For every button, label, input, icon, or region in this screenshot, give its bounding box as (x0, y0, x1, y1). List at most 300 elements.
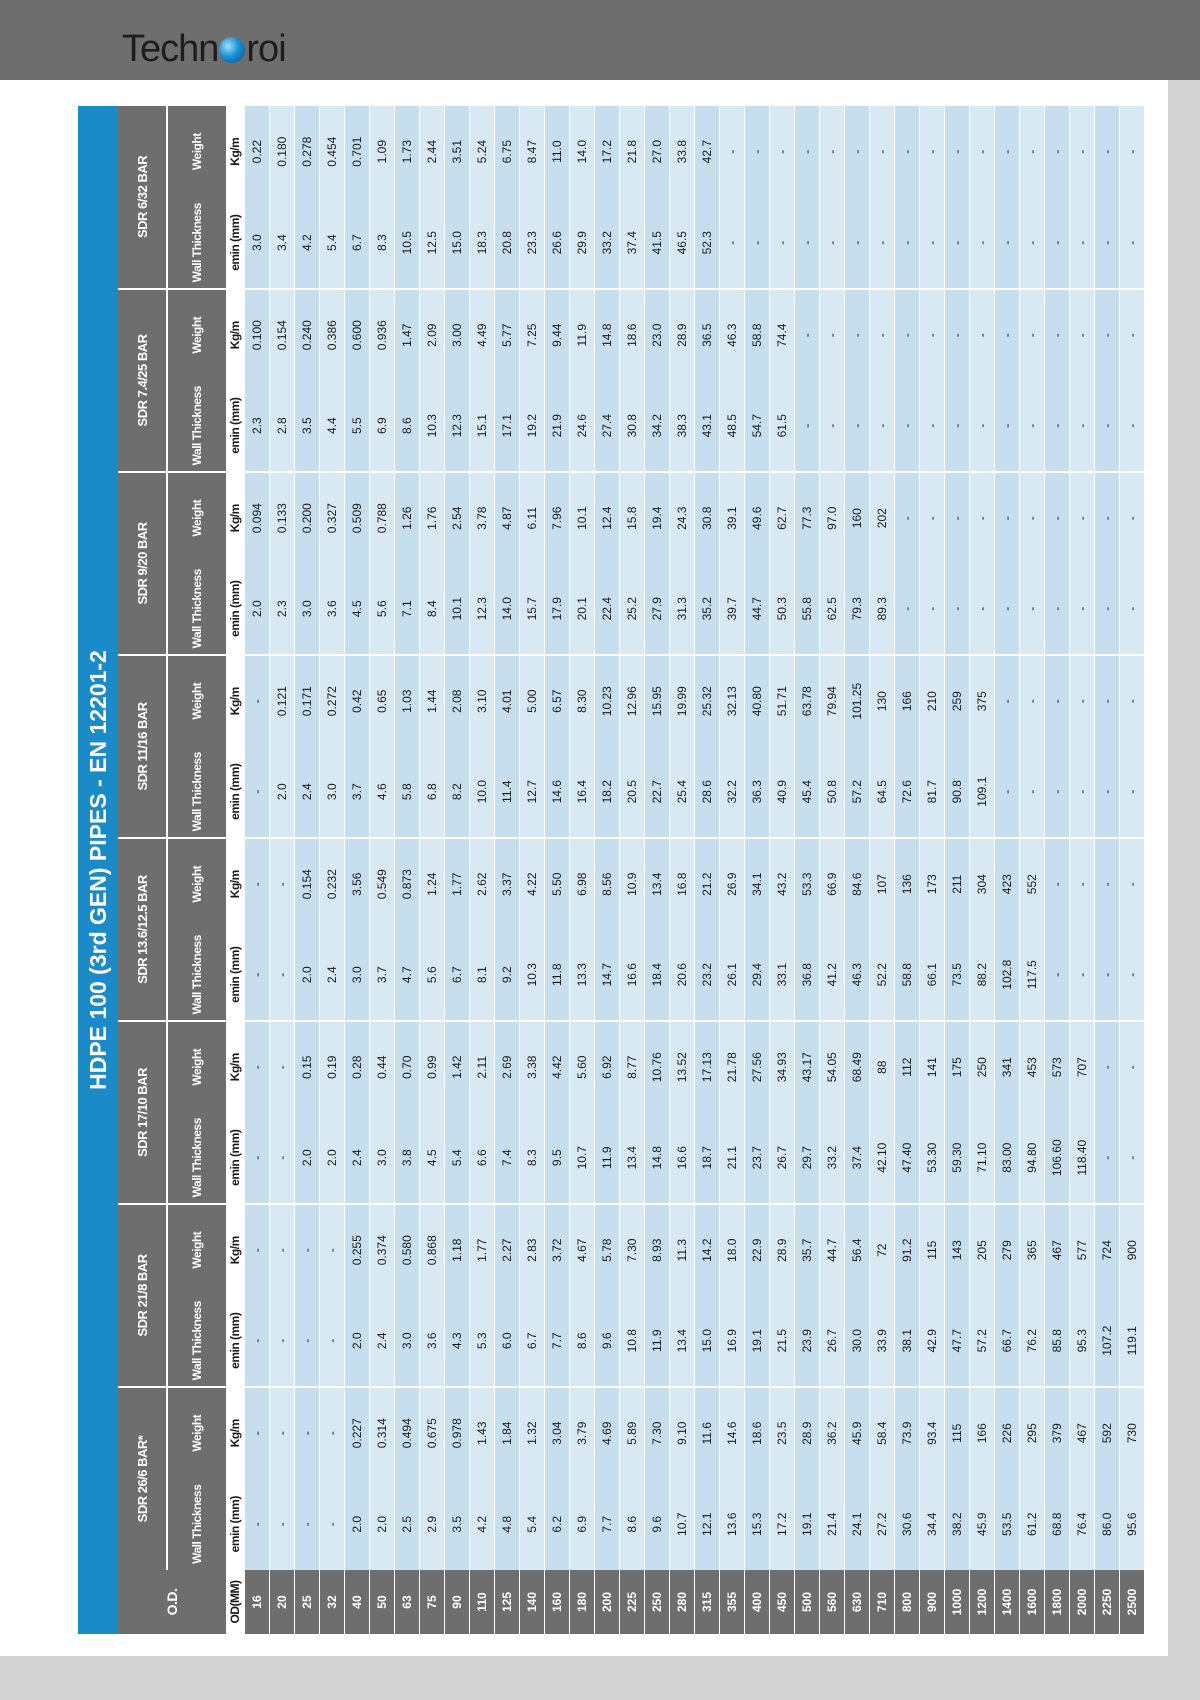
wall-thickness-cell: - (945, 563, 970, 655)
table-row (770, 106, 795, 1634)
wall-thickness-cell: 19.1 (795, 1479, 820, 1571)
weight-cell: 1.03 (395, 655, 420, 747)
weight-cell: - (920, 472, 945, 564)
weight-cell: 6.11 (520, 472, 545, 564)
wall-thickness-cell: - (1045, 929, 1070, 1021)
weight-cell: 10.1 (570, 472, 595, 564)
weight-cell: 0.549 (370, 838, 395, 930)
wall-thickness-cell: 76.2 (1020, 1295, 1045, 1387)
emin-unit-header: emin (mm) (226, 197, 245, 289)
weight-cell: 577 (1070, 1204, 1095, 1296)
table-row (570, 106, 595, 1634)
weight-cell: - (245, 1021, 270, 1113)
wall-thickness-cell: 3.0 (320, 746, 345, 838)
weight-cell: 0.327 (320, 472, 345, 564)
wall-thickness-cell: 2.0 (245, 563, 270, 655)
weight-cell: 112 (895, 1021, 920, 1113)
weight-cell: 0.386 (320, 289, 345, 381)
wall-thickness-cell: 57.2 (845, 746, 870, 838)
table-row (870, 106, 895, 1634)
wall-thickness-cell: 15.1 (470, 380, 495, 472)
sdr-group-header: SDR 6/32 BAR (118, 106, 167, 289)
weight-cell: - (1095, 106, 1120, 198)
wall-thickness-cell: 5.8 (395, 746, 420, 838)
weight-cell: 3.72 (545, 1204, 570, 1296)
weight-cell: 205 (970, 1204, 995, 1296)
wall-thickness-cell: 90.8 (945, 746, 970, 838)
weight-cell: 79.94 (820, 655, 845, 747)
wall-thickness-cell: 10.5 (395, 197, 420, 289)
emin-unit-header: emin (mm) (226, 1295, 245, 1387)
weight-cell: 1.42 (445, 1021, 470, 1113)
weight-cell: - (1045, 472, 1070, 564)
table-row (595, 106, 620, 1634)
weight-cell: 25.32 (695, 655, 720, 747)
wall-thickness-cell: 23.3 (520, 197, 545, 289)
wall-thickness-cell: 46.3 (845, 929, 870, 1021)
od-cell: 75 (420, 1570, 445, 1634)
od-cell: 50 (370, 1570, 395, 1634)
table-row (345, 106, 370, 1634)
weight-cell: - (1020, 655, 1045, 747)
wall-thickness-cell: 8.3 (370, 197, 395, 289)
wall-thickness-cell: 4.3 (445, 1295, 470, 1387)
wall-thickness-cell: - (945, 380, 970, 472)
weight-cell: 14.8 (595, 289, 620, 381)
wall-thickness-cell: 9.5 (545, 1112, 570, 1204)
weight-cell: 28.9 (670, 289, 695, 381)
wall-thickness-cell: 2.0 (295, 929, 320, 1021)
od-cell: 90 (445, 1570, 470, 1634)
wall-thickness-cell: 8.6 (570, 1295, 595, 1387)
weight-cell: 11.9 (570, 289, 595, 381)
wall-thickness-cell: - (795, 197, 820, 289)
wall-thickness-cell: 50.8 (820, 746, 845, 838)
weight-cell: - (270, 838, 295, 930)
wall-thickness-cell: - (895, 563, 920, 655)
weight-cell: 5.50 (545, 838, 570, 930)
weight-cell: 724 (1095, 1204, 1120, 1296)
wall-thickness-cell: 72.6 (895, 746, 920, 838)
weight-cell: 58.4 (870, 1387, 895, 1479)
sdr-group-header: SDR 21/8 BAR (118, 1204, 167, 1387)
wall-thickness-cell: 38.2 (945, 1479, 970, 1571)
wall-thickness-cell: 11.9 (645, 1295, 670, 1387)
weight-cell: 1.77 (445, 838, 470, 930)
wall-thickness-cell: 15.0 (445, 197, 470, 289)
wall-thickness-cell: 47.7 (945, 1295, 970, 1387)
weight-cell: 4.01 (495, 655, 520, 747)
wall-thickness-cell: 109.1 (970, 746, 995, 838)
weight-cell: 0.70 (395, 1021, 420, 1113)
wall-thickness-cell: 11.9 (595, 1112, 620, 1204)
weight-cell: 295 (1020, 1387, 1045, 1479)
kgm-unit-header: Kg/m (226, 106, 245, 198)
weight-cell: 14.2 (695, 1204, 720, 1296)
wall-thickness-cell: 2.0 (345, 1295, 370, 1387)
weight-cell: - (845, 106, 870, 198)
weight-cell: - (970, 289, 995, 381)
wall-thickness-cell: 102.8 (995, 929, 1020, 1021)
wall-thickness-cell: 14.0 (495, 563, 520, 655)
weight-cell: - (1045, 838, 1070, 930)
od-cell: 2250 (1095, 1570, 1120, 1634)
weight-cell: - (1070, 655, 1095, 747)
wall-thickness-cell: 30.0 (845, 1295, 870, 1387)
od-cell: 16 (245, 1570, 270, 1634)
weight-cell: - (1095, 472, 1120, 564)
weight-cell: - (795, 289, 820, 381)
od-cell: 500 (795, 1570, 820, 1634)
od-cell: 32 (320, 1570, 345, 1634)
wall-thickness-cell: 15.7 (520, 563, 545, 655)
wall-thickness-cell: 17.2 (770, 1479, 795, 1571)
wall-thickness-cell: 2.0 (270, 746, 295, 838)
weight-cell: 19.99 (670, 655, 695, 747)
weight-cell: - (895, 106, 920, 198)
weight-cell: - (270, 1387, 295, 1479)
wall-thickness-cell: 12.5 (420, 197, 445, 289)
table-row (520, 106, 545, 1634)
bottom-margin-strip (0, 1656, 1200, 1700)
weight-cell: 53.3 (795, 838, 820, 930)
weight-cell: 36.5 (695, 289, 720, 381)
emin-unit-header: emin (mm) (226, 380, 245, 472)
od-unit-header: OD(MM) (226, 1570, 245, 1634)
weight-cell: 3.79 (570, 1387, 595, 1479)
table-row (1120, 106, 1145, 1634)
od-cell: 450 (770, 1570, 795, 1634)
kgm-unit-header: Kg/m (226, 838, 245, 930)
wall-thickness-cell: 40.9 (770, 746, 795, 838)
wall-thickness-cell: 57.2 (970, 1295, 995, 1387)
weight-cell: - (795, 106, 820, 198)
weight-cell: - (745, 106, 770, 198)
weight-cell: 2.54 (445, 472, 470, 564)
od-cell: 1800 (1045, 1570, 1070, 1634)
od-cell: 20 (270, 1570, 295, 1634)
wall-thickness-cell: 8.6 (395, 380, 420, 472)
wall-thickness-cell: - (995, 746, 1020, 838)
wall-thickness-cell: 8.6 (620, 1479, 645, 1571)
weight-cell: 27.56 (745, 1021, 770, 1113)
wall-thickness-cell: 4.6 (370, 746, 395, 838)
weight-cell: 6.75 (495, 106, 520, 198)
wall-thickness-cell: - (1120, 380, 1145, 472)
wall-thickness-cell: 33.2 (820, 1112, 845, 1204)
wall-thickness-cell: 5.4 (320, 197, 345, 289)
wall-thickness-cell: 19.2 (520, 380, 545, 472)
wall-thickness-cell: 21.1 (720, 1112, 745, 1204)
weight-cell: 5.24 (470, 106, 495, 198)
wall-thickness-header: Wall Thickness (167, 929, 226, 1021)
wall-thickness-cell: 71.10 (970, 1112, 995, 1204)
wall-thickness-cell: 2.0 (370, 1479, 395, 1571)
wall-thickness-cell: 24.6 (570, 380, 595, 472)
od-cell: 140 (520, 1570, 545, 1634)
weight-cell: 0.978 (445, 1387, 470, 1479)
weight-cell: 58.8 (745, 289, 770, 381)
wall-thickness-cell: 66.7 (995, 1295, 1020, 1387)
wall-thickness-cell: 21.4 (820, 1479, 845, 1571)
wall-thickness-cell: 54.7 (745, 380, 770, 472)
wall-thickness-cell: 118.40 (1070, 1112, 1095, 1204)
wall-thickness-cell: - (920, 380, 945, 472)
weight-cell: 0.154 (295, 838, 320, 930)
emin-unit-header: emin (mm) (226, 929, 245, 1021)
od-cell: 1600 (1020, 1570, 1045, 1634)
table-row (720, 106, 745, 1634)
weight-cell: - (945, 472, 970, 564)
weight-cell: 88 (870, 1021, 895, 1113)
weight-cell: 0.494 (395, 1387, 420, 1479)
weight-cell: 18.0 (720, 1204, 745, 1296)
weight-cell: - (820, 289, 845, 381)
weight-cell: 45.9 (845, 1387, 870, 1479)
weight-cell: 8.30 (570, 655, 595, 747)
table-row (795, 106, 820, 1634)
wall-thickness-cell: 28.6 (695, 746, 720, 838)
weight-cell: 3.04 (545, 1387, 570, 1479)
weight-cell: 1.77 (470, 1204, 495, 1296)
od-cell: 180 (570, 1570, 595, 1634)
weight-cell: 250 (970, 1021, 995, 1113)
wall-thickness-cell: 46.5 (670, 197, 695, 289)
weight-cell: 2.69 (495, 1021, 520, 1113)
weight-cell: 0.200 (295, 472, 320, 564)
wall-thickness-cell: - (1120, 746, 1145, 838)
weight-cell: 11.3 (670, 1204, 695, 1296)
wall-thickness-cell: 34.2 (645, 380, 670, 472)
wall-thickness-cell: 36.8 (795, 929, 820, 1021)
weight-cell: 11.0 (545, 106, 570, 198)
weight-cell: 2.83 (520, 1204, 545, 1296)
table-row (995, 106, 1020, 1634)
wall-thickness-cell: - (920, 563, 945, 655)
weight-cell: 13.4 (645, 838, 670, 930)
wall-thickness-cell: - (1095, 197, 1120, 289)
weight-cell: 54.05 (820, 1021, 845, 1113)
sdr-group-header: SDR 17/10 BAR (118, 1021, 167, 1204)
wall-thickness-cell: 6.7 (520, 1295, 545, 1387)
table-row (920, 106, 945, 1634)
weight-cell: 34.93 (770, 1021, 795, 1113)
wall-thickness-cell: 7.4 (495, 1112, 520, 1204)
weight-cell: - (245, 838, 270, 930)
weight-cell: 115 (945, 1387, 970, 1479)
wall-thickness-cell: 10.1 (445, 563, 470, 655)
table-row (645, 106, 670, 1634)
weight-cell: - (1120, 106, 1145, 198)
weight-cell: - (245, 655, 270, 747)
wall-thickness-cell: 26.6 (545, 197, 570, 289)
weight-cell: 18.6 (620, 289, 645, 381)
wall-thickness-cell: 95.3 (1070, 1295, 1095, 1387)
wall-thickness-cell: 6.7 (345, 197, 370, 289)
weight-cell: 0.180 (270, 106, 295, 198)
weight-cell: 15.95 (645, 655, 670, 747)
weight-cell: 2.27 (495, 1204, 520, 1296)
table-row (295, 106, 320, 1634)
od-cell: 63 (395, 1570, 420, 1634)
weight-cell: 0.171 (295, 655, 320, 747)
wall-thickness-cell: 53.5 (995, 1479, 1020, 1571)
weight-cell: 5.00 (520, 655, 545, 747)
wall-thickness-cell: 6.2 (545, 1479, 570, 1571)
right-margin-strip (1168, 80, 1200, 1700)
weight-cell: 5.60 (570, 1021, 595, 1113)
weight-cell: 279 (995, 1204, 1020, 1296)
od-cell: 200 (595, 1570, 620, 1634)
wall-thickness-cell: - (1070, 563, 1095, 655)
weight-cell: 175 (945, 1021, 970, 1113)
weight-cell: - (920, 289, 945, 381)
weight-header: Weight (167, 1204, 226, 1296)
weight-cell: 46.3 (720, 289, 745, 381)
wall-thickness-cell: - (270, 929, 295, 1021)
weight-cell: 1.43 (470, 1387, 495, 1479)
wall-thickness-cell: 23.9 (795, 1295, 820, 1387)
weight-cell: 375 (970, 655, 995, 747)
weight-cell: 143 (945, 1204, 970, 1296)
wall-thickness-cell: 15.0 (695, 1295, 720, 1387)
wall-thickness-cell: - (895, 197, 920, 289)
weight-cell: 51.71 (770, 655, 795, 747)
wall-thickness-cell: 10.3 (520, 929, 545, 1021)
weight-cell: 107 (870, 838, 895, 930)
weight-cell: 2.62 (470, 838, 495, 930)
table-row (745, 106, 770, 1634)
weight-cell: - (945, 106, 970, 198)
wall-thickness-cell: 22.4 (595, 563, 620, 655)
table-row (970, 106, 995, 1634)
weight-cell: 1.73 (395, 106, 420, 198)
weight-cell: 166 (970, 1387, 995, 1479)
weight-cell: 34.1 (745, 838, 770, 930)
wall-thickness-cell: 45.4 (795, 746, 820, 838)
weight-cell: 3.38 (520, 1021, 545, 1113)
weight-cell: 0.42 (345, 655, 370, 747)
wall-thickness-cell: 30.6 (895, 1479, 920, 1571)
wall-thickness-cell: - (1020, 197, 1045, 289)
wall-thickness-cell: 27.2 (870, 1479, 895, 1571)
weight-cell: 93.4 (920, 1387, 945, 1479)
weight-cell: 0.232 (320, 838, 345, 930)
wall-thickness-cell: 4.2 (295, 197, 320, 289)
wall-thickness-cell: 94.80 (1020, 1112, 1045, 1204)
weight-cell: 1.24 (420, 838, 445, 930)
kgm-unit-header: Kg/m (226, 1387, 245, 1479)
wall-thickness-cell: 2.0 (295, 1112, 320, 1204)
weight-cell: 0.509 (345, 472, 370, 564)
wall-thickness-cell: 3.7 (370, 929, 395, 1021)
weight-cell: 4.42 (545, 1021, 570, 1113)
wall-thickness-cell: - (270, 1479, 295, 1571)
wall-thickness-cell: - (320, 1295, 345, 1387)
weight-cell: 28.9 (770, 1204, 795, 1296)
wall-thickness-cell: - (1070, 197, 1095, 289)
weight-cell: 0.133 (270, 472, 295, 564)
wall-thickness-cell: 12.3 (445, 380, 470, 472)
wall-thickness-cell: 76.4 (1070, 1479, 1095, 1571)
od-cell: 630 (845, 1570, 870, 1634)
weight-cell: 19.4 (645, 472, 670, 564)
weight-cell: 9.44 (545, 289, 570, 381)
weight-cell: 0.121 (270, 655, 295, 747)
wall-thickness-cell: 20.5 (620, 746, 645, 838)
weight-cell: 0.701 (345, 106, 370, 198)
wall-thickness-cell: - (1095, 929, 1120, 1021)
wall-thickness-cell: 19.1 (745, 1295, 770, 1387)
wall-thickness-cell: 42.10 (870, 1112, 895, 1204)
wall-thickness-cell: 36.3 (745, 746, 770, 838)
table-row (495, 106, 520, 1634)
weight-cell: 115 (920, 1204, 945, 1296)
od-cell: 315 (695, 1570, 720, 1634)
wall-thickness-cell: 4.5 (345, 563, 370, 655)
wall-thickness-cell: 52.3 (695, 197, 720, 289)
weight-cell: 136 (895, 838, 920, 930)
wall-thickness-cell: 41.2 (820, 929, 845, 1021)
weight-cell: 14.0 (570, 106, 595, 198)
wall-thickness-cell: 10.7 (570, 1112, 595, 1204)
weight-cell: 707 (1070, 1021, 1095, 1113)
od-cell: 560 (820, 1570, 845, 1634)
table-row (1045, 106, 1070, 1634)
wall-thickness-cell: 10.0 (470, 746, 495, 838)
weight-cell: 63.78 (795, 655, 820, 747)
weight-cell: 8.93 (645, 1204, 670, 1296)
wall-thickness-cell: 2.4 (345, 1112, 370, 1204)
wall-thickness-cell: 2.9 (420, 1479, 445, 1571)
table-row (695, 106, 720, 1634)
table-panel (78, 106, 1146, 1634)
wall-thickness-cell: 33.1 (770, 929, 795, 1021)
od-cell: 1200 (970, 1570, 995, 1634)
weight-cell: 44.7 (820, 1204, 845, 1296)
weight-cell: 0.65 (370, 655, 395, 747)
weight-cell: - (1020, 106, 1045, 198)
weight-cell: 0.675 (420, 1387, 445, 1479)
wall-thickness-cell: - (820, 197, 845, 289)
wall-thickness-cell: 39.7 (720, 563, 745, 655)
weight-cell: - (995, 655, 1020, 747)
weight-cell: 2.09 (420, 289, 445, 381)
wall-thickness-cell: 73.5 (945, 929, 970, 1021)
weight-cell: 7.96 (545, 472, 570, 564)
wall-thickness-cell: 29.9 (570, 197, 595, 289)
weight-cell: - (995, 106, 1020, 198)
weight-header: Weight (167, 1021, 226, 1113)
wall-thickness-cell: 68.8 (1045, 1479, 1070, 1571)
weight-cell: - (245, 1387, 270, 1479)
table-row (245, 106, 270, 1634)
weight-cell: - (245, 1204, 270, 1296)
wall-thickness-cell: 5.4 (520, 1479, 545, 1571)
wall-thickness-cell: 2.3 (270, 563, 295, 655)
sdr-group-header: SDR 26/6 BAR* (118, 1387, 167, 1570)
wall-thickness-cell: 2.5 (395, 1479, 420, 1571)
weight-cell: 40.80 (745, 655, 770, 747)
weight-cell: 17.2 (595, 106, 620, 198)
wall-thickness-cell: 79.3 (845, 563, 870, 655)
weight-cell: - (1120, 1021, 1145, 1113)
weight-cell: 66.9 (820, 838, 845, 930)
wall-thickness-cell: - (1045, 197, 1070, 289)
weight-cell: 453 (1020, 1021, 1045, 1113)
wall-thickness-cell: 2.0 (345, 1479, 370, 1571)
weight-cell: 3.00 (445, 289, 470, 381)
